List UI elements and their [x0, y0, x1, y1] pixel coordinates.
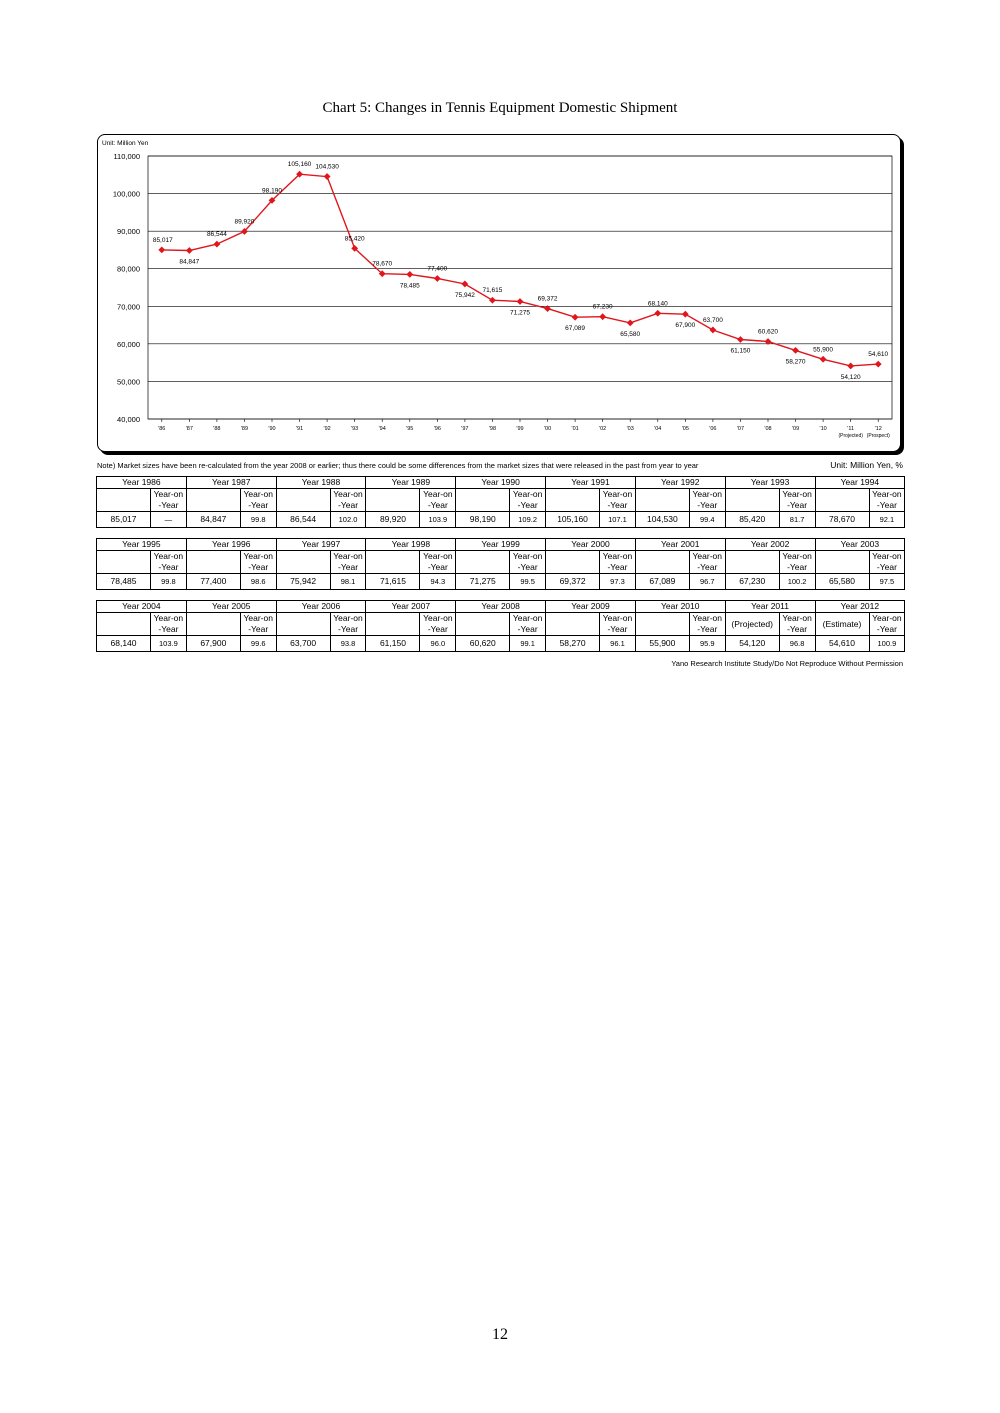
table-yoy: 97.3: [600, 574, 636, 590]
year-header: Year 1994: [815, 477, 905, 489]
table-value: 58,270: [546, 636, 600, 652]
data-point: [682, 311, 689, 318]
data-label: 69,372: [537, 295, 558, 303]
value-subheader: [366, 551, 420, 574]
data-label: 85,420: [344, 235, 365, 243]
y-tick-label: 110,000: [113, 152, 140, 161]
table-value: 85,420: [725, 512, 779, 528]
year-header: Year 2007: [366, 601, 456, 613]
data-point: [737, 336, 744, 343]
yoy-subheader: [779, 551, 815, 574]
table-yoy: 93.8: [330, 636, 366, 652]
data-point: [847, 363, 854, 370]
year-header: Year 1993: [725, 477, 815, 489]
value-subheader: [815, 551, 869, 574]
table-value: 67,230: [725, 574, 779, 590]
table-value: 54,610: [815, 636, 869, 652]
year-header: Year 2009: [546, 601, 636, 613]
value-subheader: [456, 489, 510, 512]
yoy-subheader-line1: Year-on: [153, 613, 184, 623]
y-tick-label: 60,000: [117, 339, 140, 349]
data-label: 71,275: [510, 309, 530, 317]
table-value: 55,900: [635, 636, 689, 652]
x-tick-label: '99: [516, 426, 524, 432]
data-point: [158, 246, 165, 253]
table-yoy: 103.9: [420, 512, 456, 528]
x-tick-label: '09: [791, 426, 800, 432]
yoy-subheader-line1: Year-on: [872, 613, 902, 623]
yoy-subheader: [779, 613, 815, 636]
yoy-subheader-line1: Year-on: [243, 489, 273, 499]
yoy-subheader: [869, 489, 905, 512]
year-header: Year 2002: [725, 539, 815, 551]
year-header: Year 1989: [366, 477, 456, 489]
value-subheader: [456, 613, 510, 636]
data-label: 89,920: [234, 218, 255, 226]
data-label: 54,120: [840, 373, 861, 381]
yoy-subheader-line2: -Year: [248, 562, 269, 572]
line-chart: [98, 135, 900, 451]
yoy-subheader-line1: Year-on: [692, 551, 723, 561]
yoy-subheader-line1: Year-on: [602, 489, 633, 499]
yoy-subheader: [240, 551, 276, 574]
yoy-subheader: [420, 613, 456, 636]
year-header: Year 1996: [186, 539, 276, 551]
yoy-subheader-line1: Year-on: [602, 551, 633, 561]
year-header: Year 2012: [815, 601, 905, 613]
data-table: [96, 538, 905, 590]
yoy-subheader: [869, 613, 905, 636]
y-tick-label: 80,000: [117, 264, 140, 274]
data-label: 84,847: [179, 258, 200, 266]
table-yoy: 96.0: [420, 636, 456, 652]
table-yoy: 95.9: [689, 636, 725, 652]
yoy-subheader-line1: Year-on: [423, 613, 453, 623]
x-tick-label: '00: [543, 426, 552, 432]
value-subheader: [186, 613, 240, 636]
data-point: [434, 275, 441, 282]
yoy-subheader-line1: Year-on: [512, 613, 543, 623]
yoy-subheader: [600, 489, 636, 512]
table-value: 86,544: [276, 512, 330, 528]
table-yoy: 81.7: [779, 512, 815, 528]
unit-label: Unit: Million Yen: [102, 140, 149, 147]
data-label: 61,150: [730, 347, 751, 355]
x-tick-label: '03: [626, 426, 634, 432]
x-tick-label: '93: [351, 426, 359, 432]
year-header: Year 1990: [456, 477, 546, 489]
table-yoy: 102.0: [330, 512, 366, 528]
yoy-subheader-line1: Year-on: [153, 551, 184, 561]
table-value: 71,615: [366, 574, 420, 590]
value-note: (Projected): [725, 613, 779, 636]
value-subheader: [276, 613, 330, 636]
table-yoy: 98.1: [330, 574, 366, 590]
data-point: [654, 310, 661, 317]
data-point: [792, 347, 799, 354]
year-header: Year 1998: [366, 539, 456, 551]
yoy-subheader-line2: -Year: [787, 500, 808, 510]
year-header: Year 2008: [456, 601, 546, 613]
yoy-subheader-line2: -Year: [517, 562, 538, 572]
yoy-subheader: [869, 551, 905, 574]
year-header: Year 1999: [456, 539, 546, 551]
table-yoy: 94.3: [420, 574, 456, 590]
yoy-subheader: [689, 551, 725, 574]
table-value: 85,017: [97, 512, 151, 528]
yoy-subheader-line2: -Year: [517, 500, 538, 510]
data-label: 105,160: [287, 161, 312, 169]
value-subheader: [97, 551, 151, 574]
year-header: Year 2005: [186, 601, 276, 613]
yoy-subheader-line1: Year-on: [692, 489, 723, 499]
data-point: [186, 247, 193, 254]
yoy-subheader-line1: Year-on: [333, 489, 363, 499]
table-yoy: —: [151, 512, 187, 528]
yoy-subheader: [330, 489, 366, 512]
yoy-subheader-line2: -Year: [876, 562, 897, 572]
x-tick-label: '90: [268, 426, 276, 432]
table-value: 75,942: [276, 574, 330, 590]
x-tick-label: '08: [764, 426, 772, 432]
table-value: 65,580: [815, 574, 869, 590]
yoy-subheader-line2: -Year: [607, 562, 628, 572]
year-header: Year 1995: [97, 539, 187, 551]
table-note: Note) Market sizes have been re-calculated from the year 2008 or earlier; thus there could be some differences from the market sizes that were released in the past from year to year: [97, 461, 699, 470]
x-tick-label: '05: [681, 426, 689, 432]
value-subheader: [186, 489, 240, 512]
yoy-subheader: [151, 613, 187, 636]
x-tick-label: '07: [736, 426, 745, 432]
table-value: 61,150: [366, 636, 420, 652]
yoy-subheader: [330, 551, 366, 574]
yoy-subheader-line1: Year-on: [423, 551, 453, 561]
data-point: [572, 314, 579, 321]
yoy-subheader-line2: -Year: [338, 624, 359, 634]
x-tick-label: '89: [240, 426, 249, 432]
table-yoy: 99.8: [151, 574, 187, 590]
value-subheader: [366, 489, 420, 512]
yoy-subheader-line2: -Year: [697, 562, 718, 572]
year-header: Year 1991: [546, 477, 636, 489]
data-label: 77,400: [427, 265, 448, 273]
yoy-subheader-line1: Year-on: [333, 613, 363, 623]
x-tick-label: '88: [213, 426, 221, 432]
year-header: Year 1988: [276, 477, 366, 489]
table-yoy: 100.2: [779, 574, 815, 590]
table-value: 60,620: [456, 636, 510, 652]
data-point: [820, 356, 827, 363]
yoy-subheader-line1: Year-on: [782, 551, 812, 561]
yoy-subheader-line2: -Year: [338, 500, 359, 510]
table-yoy: 97.5: [869, 574, 905, 590]
yoy-subheader-line2: -Year: [158, 562, 179, 572]
source-credit: Yano Research Institute Study/Do Not Reproduce Without Permission: [671, 659, 903, 668]
year-header: Year 2011: [725, 601, 815, 613]
data-point: [709, 327, 716, 334]
value-note: (Estimate): [815, 613, 869, 636]
y-tick-label: 70,000: [117, 302, 140, 312]
data-label: 67,900: [675, 322, 696, 330]
page-number: 12: [492, 1326, 508, 1343]
data-table: [96, 600, 905, 652]
yoy-subheader-line2: -Year: [607, 500, 628, 510]
data-label: 65,580: [620, 330, 641, 338]
year-header: Year 2006: [276, 601, 366, 613]
table-yoy: 99.6: [240, 636, 276, 652]
data-table: [96, 476, 905, 528]
yoy-subheader: [600, 551, 636, 574]
y-tick-label: 50,000: [117, 377, 140, 387]
y-tick-label: 90,000: [117, 227, 140, 237]
value-subheader: [725, 551, 779, 574]
yoy-subheader-line1: Year-on: [243, 613, 273, 623]
yoy-subheader-line2: -Year: [158, 500, 179, 510]
yoy-subheader: [689, 613, 725, 636]
x-tick-label: '12: [874, 426, 882, 432]
table-value: 67,089: [635, 574, 689, 590]
yoy-subheader: [240, 489, 276, 512]
year-header: Year 1987: [186, 477, 276, 489]
yoy-subheader-line1: Year-on: [512, 489, 543, 499]
x-tick-label: '06: [709, 426, 717, 432]
table-value: 84,847: [186, 512, 240, 528]
x-tick-label: '01: [571, 426, 579, 432]
yoy-subheader-line2: -Year: [876, 624, 897, 634]
table-value: 89,920: [366, 512, 420, 528]
y-tick-label: 40,000: [117, 415, 140, 424]
yoy-subheader-line1: Year-on: [423, 489, 453, 499]
x-tick-label: '86: [158, 426, 166, 432]
yoy-subheader: [779, 489, 815, 512]
table-value: 71,275: [456, 574, 510, 590]
table-yoy: 96.7: [689, 574, 725, 590]
value-subheader: [97, 489, 151, 512]
yoy-subheader-line1: Year-on: [872, 489, 902, 499]
table-yoy: 109.2: [510, 512, 546, 528]
value-subheader: [815, 489, 869, 512]
table-yoy: 100.9: [869, 636, 905, 652]
yoy-subheader: [151, 551, 187, 574]
data-point: [461, 281, 468, 288]
year-header: Year 2001: [635, 539, 725, 551]
data-label: 67,230: [592, 303, 613, 311]
yoy-subheader-line2: -Year: [427, 500, 448, 510]
data-label: 68,140: [647, 300, 668, 308]
table-yoy: 107.1: [600, 512, 636, 528]
x-tick-label: '10: [819, 426, 827, 432]
yoy-subheader: [510, 489, 546, 512]
table-yoy: 99.5: [510, 574, 546, 590]
yoy-subheader-line2: -Year: [338, 562, 359, 572]
x-tick-label: '02: [599, 426, 607, 432]
data-label: 71,615: [482, 287, 503, 295]
value-subheader: [456, 551, 510, 574]
yoy-subheader: [330, 613, 366, 636]
table-value: 67,900: [186, 636, 240, 652]
yoy-subheader: [510, 551, 546, 574]
yoy-subheader-line1: Year-on: [872, 551, 902, 561]
yoy-subheader: [151, 489, 187, 512]
value-subheader: [725, 489, 779, 512]
data-point: [627, 319, 634, 326]
year-header: Year 2000: [546, 539, 636, 551]
yoy-subheader-line2: -Year: [787, 562, 808, 572]
x-tick-label: '87: [185, 426, 193, 432]
value-subheader: [635, 551, 689, 574]
x-tick-label: '04: [654, 426, 662, 432]
yoy-subheader: [420, 551, 456, 574]
data-label: 78,670: [372, 260, 393, 268]
series-line: [162, 174, 878, 366]
table-value: 77,400: [186, 574, 240, 590]
year-header: Year 1997: [276, 539, 366, 551]
yoy-subheader-line2: -Year: [697, 624, 718, 634]
year-header: Year 2010: [635, 601, 725, 613]
yoy-subheader-line1: Year-on: [512, 551, 543, 561]
table-unit: Unit: Million Yen, %: [830, 460, 903, 470]
data-point: [599, 313, 606, 320]
value-subheader: [186, 551, 240, 574]
table-value: 78,670: [815, 512, 869, 528]
yoy-subheader: [240, 613, 276, 636]
data-label: 58,270: [785, 358, 806, 366]
x-tick-label: '98: [488, 426, 497, 432]
yoy-subheader: [600, 613, 636, 636]
yoy-subheader-line2: -Year: [607, 624, 628, 634]
value-subheader: [276, 551, 330, 574]
yoy-subheader-line1: Year-on: [692, 613, 723, 623]
table-yoy: 99.8: [240, 512, 276, 528]
value-subheader: [546, 489, 600, 512]
y-tick-label: 100,000: [112, 189, 140, 199]
value-subheader: [546, 613, 600, 636]
data-label: 60,620: [758, 328, 778, 336]
table-value: 69,372: [546, 574, 600, 590]
value-subheader: [366, 613, 420, 636]
table-value: 68,140: [97, 636, 151, 652]
table-yoy: 96.8: [779, 636, 815, 652]
data-point: [489, 297, 496, 304]
data-label: 86,544: [206, 231, 227, 239]
data-label: 75,942: [454, 291, 475, 299]
yoy-subheader-line1: Year-on: [153, 489, 184, 499]
x-tick-label: '91: [295, 426, 304, 432]
yoy-subheader-line2: -Year: [876, 500, 897, 510]
yoy-subheader-line2: -Year: [697, 500, 718, 510]
data-point: [517, 298, 524, 305]
x-tick-label: '92: [323, 426, 331, 432]
yoy-subheader-line1: Year-on: [333, 551, 363, 561]
table-value: 105,160: [546, 512, 600, 528]
x-sub-label: (Prospect): [866, 433, 890, 439]
value-subheader: [635, 613, 689, 636]
yoy-subheader-line2: -Year: [427, 562, 448, 572]
page-title: Chart 5: Changes in Tennis Equipment Domestic Shipment: [322, 100, 678, 116]
table-value: 98,190: [456, 512, 510, 528]
table-value: 54,120: [725, 636, 779, 652]
yoy-subheader-line2: -Year: [248, 500, 269, 510]
data-label: 98,190: [262, 187, 282, 195]
value-subheader: [546, 551, 600, 574]
data-point: [406, 271, 413, 278]
x-tick-label: '11: [847, 426, 855, 432]
yoy-subheader-line1: Year-on: [782, 613, 812, 623]
table-yoy: 96.1: [600, 636, 636, 652]
year-header: Year 2004: [97, 601, 187, 613]
yoy-subheader: [689, 489, 725, 512]
data-label: 55,900: [813, 346, 834, 354]
year-header: Year 1986: [97, 477, 187, 489]
table-yoy: 99.1: [510, 636, 546, 652]
plot-area: [148, 156, 892, 419]
value-subheader: [97, 613, 151, 636]
yoy-subheader-line2: -Year: [248, 624, 269, 634]
table-value: 63,700: [276, 636, 330, 652]
data-point: [875, 361, 882, 368]
data-label: 85,017: [152, 236, 173, 244]
table-value: 104,530: [635, 512, 689, 528]
data-label: 63,700: [702, 316, 723, 324]
table-yoy: 99.4: [689, 512, 725, 528]
yoy-subheader-line2: -Year: [517, 624, 538, 634]
data-point: [324, 173, 331, 180]
chart-frame: [97, 134, 901, 452]
data-label: 78,485: [399, 282, 420, 290]
yoy-subheader-line2: -Year: [158, 624, 179, 634]
x-tick-label: '94: [378, 426, 386, 432]
yoy-subheader-line1: Year-on: [602, 613, 633, 623]
x-tick-label: '95: [406, 426, 414, 432]
data-label: 54,610: [868, 351, 889, 359]
year-header: Year 2003: [815, 539, 905, 551]
yoy-subheader: [420, 489, 456, 512]
x-tick-label: '96: [433, 426, 441, 432]
value-subheader: [276, 489, 330, 512]
data-label: 104,530: [315, 163, 339, 171]
x-sub-label: (Projected): [838, 433, 863, 439]
yoy-subheader-line2: -Year: [787, 624, 808, 634]
table-yoy: 98.6: [240, 574, 276, 590]
yoy-subheader-line1: Year-on: [782, 489, 812, 499]
value-subheader: [635, 489, 689, 512]
table-yoy: 92.1: [869, 512, 905, 528]
data-point: [213, 241, 220, 248]
x-tick-label: '97: [461, 426, 469, 432]
yoy-subheader-line1: Year-on: [243, 551, 273, 561]
year-header: Year 1992: [635, 477, 725, 489]
yoy-subheader: [510, 613, 546, 636]
table-yoy: 103.9: [151, 636, 187, 652]
table-value: 78,485: [97, 574, 151, 590]
data-label: 67,089: [565, 325, 586, 333]
yoy-subheader-line2: -Year: [427, 624, 448, 634]
